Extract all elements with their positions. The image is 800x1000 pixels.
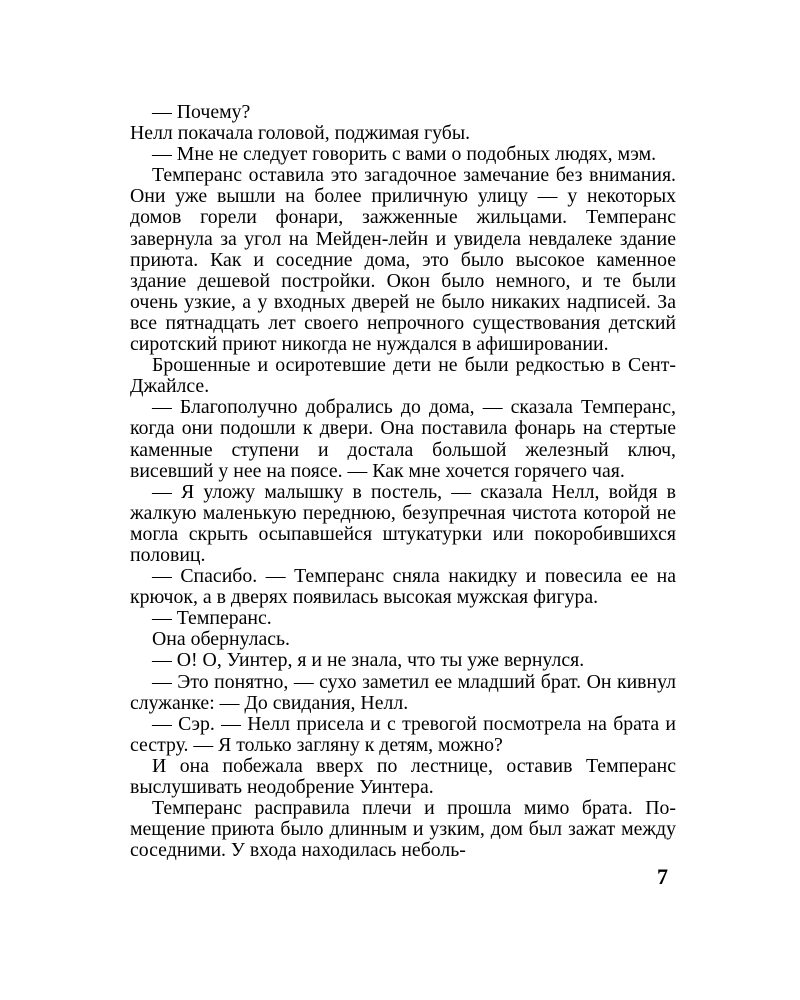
paragraph: — Почему? xyxy=(152,101,251,123)
paragraph: И она побежала вверх по лестнице, оставив Темперанс выслушивать неодобрение Уинтера. xyxy=(130,754,676,798)
page-number: 7 xyxy=(657,864,668,889)
paragraph: — О! О, Уинтер, я и не знала, что ты уже вернулся. xyxy=(152,649,585,672)
paragraph: — Я уложу малышку в постель, — сказала Нелл, войдя в жалкую маленькую переднюю, безупречная чистота которой не могла скрыть осыпавшейся штукатурки или покоробившихся половиц. xyxy=(130,480,676,566)
paragraph: Темперанс расправила плечи и прошла мимо брата. Помещение приюта было длинным и узким, дом был зажат между соседними. У входа находилась неболь- xyxy=(130,797,676,862)
paragraph: — Темперанс. xyxy=(152,607,272,630)
paragraph: — Благополучно добрались до дома, — сказала Темперанс, когда они подошли к двери. Она поставила фонарь на стертые каменные ступени и достала большой железный ключ, висевший у нее на поясе. — Как мне хочется горячего чая. xyxy=(130,396,676,482)
paragraph: Темперанс оставила это загадочное замечание без внимания. Они уже вышли на более приличную улицу — у некоторых домов горели фонари, зажженные жильцами. Темперанс завернула за угол на Мейден-лейн и увидела невдалеке здание приюта. Как и соседние дома, это было высокое каменное здание дешевой постройки. Окон было немного, и те были очень узкие, а у входных дверей не было никаких надписей. За все пятнадцать лет своего непрочного существования детский сиротский приют никогда не нуждался в афишировании. xyxy=(130,164,676,356)
paragraph: — Спасибо. — Темперанс сняла накидку и повесила ее на крючок, а в дверях появилась высокая мужская фигура. xyxy=(130,565,676,609)
paragraph: — Мне не следует говорить с вами о подобных людях, мэм. xyxy=(152,143,657,166)
paragraph: Она обернулась. xyxy=(152,628,290,651)
body-text xyxy=(130,102,676,861)
paragraph: — Это понятно, — сухо заметил ее младший брат. Он кивнул служанке: — До свидания, Нелл. xyxy=(130,670,676,714)
paragraph: Брошенные и осиротевшие дети не были редкостью в Сент-Джайлсе. xyxy=(130,354,676,398)
paragraph: — Сэр. — Нелл присела и с тревогой посмотрела на брата и сестру. — Я только загляну к детям, можно? xyxy=(130,712,676,756)
paragraph: Нелл покачала головой, поджимая губы. xyxy=(130,122,471,145)
